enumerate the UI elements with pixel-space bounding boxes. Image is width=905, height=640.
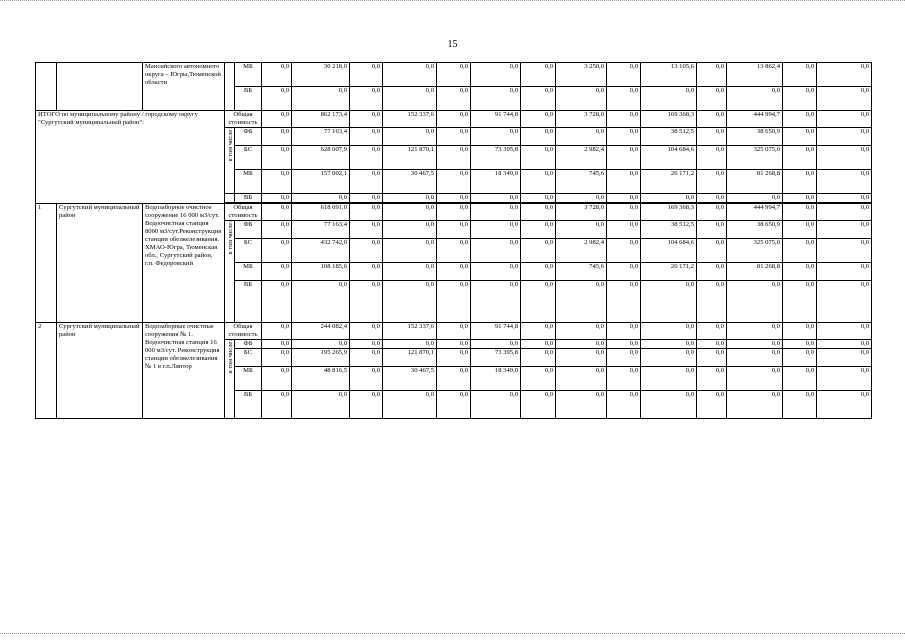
value-cell: 0,0: [817, 221, 872, 239]
value-cell: 152 337,6: [383, 111, 437, 128]
value-cell: 0,0: [521, 349, 556, 367]
value-cell: 0,0: [437, 194, 471, 203]
value-cell: 91 744,8: [471, 323, 521, 340]
value-cell: 0,0: [697, 146, 727, 170]
source-cell: МБ: [235, 263, 262, 281]
value-cell: 0,0: [350, 340, 383, 349]
value-cell: 0,0: [783, 146, 817, 170]
value-cell: 0,0: [607, 204, 641, 221]
value-cell: 0,0: [350, 128, 383, 146]
source-cell: МБ: [235, 367, 262, 391]
value-cell: 0,0: [383, 63, 437, 87]
value-cell: 157 002,1: [292, 170, 350, 194]
value-cell: 0,0: [727, 367, 783, 391]
value-cell: 0,0: [783, 221, 817, 239]
value-cell: 104 684,6: [641, 146, 697, 170]
value-cell: 0,0: [641, 281, 697, 323]
value-cell: 0,0: [697, 221, 727, 239]
value-cell: 81 268,8: [727, 263, 783, 281]
value-cell: 0,0: [783, 128, 817, 146]
value-cell: 0,0: [350, 281, 383, 323]
value-cell: 0,0: [383, 263, 437, 281]
value-cell: 26 171,2: [641, 263, 697, 281]
value-cell: 0,0: [556, 128, 607, 146]
value-cell: 745,6: [556, 263, 607, 281]
value-cell: 152 337,6: [383, 323, 437, 340]
value-cell: 0,0: [521, 111, 556, 128]
value-cell: 0,0: [783, 204, 817, 221]
source-cell: МБ: [235, 63, 262, 87]
value-cell: 0,0: [817, 391, 872, 419]
value-cell: 0,0: [521, 194, 556, 203]
source-cell: МБ: [235, 170, 262, 194]
value-cell: 0,0: [727, 194, 783, 203]
value-cell: 0,0: [641, 367, 697, 391]
value-cell: 0,0: [521, 221, 556, 239]
value-cell: 0,0: [607, 239, 641, 263]
source-cell: ВБ: [235, 281, 262, 323]
value-cell: 0,0: [697, 111, 727, 128]
value-cell: 0,0: [641, 194, 697, 203]
value-cell: 169 368,3: [641, 204, 697, 221]
district-cell: [57, 63, 143, 111]
value-cell: 0,0: [641, 349, 697, 367]
value-cell: 48 816,5: [292, 367, 350, 391]
value-cell: 0,0: [521, 170, 556, 194]
value-cell: 0,0: [383, 128, 437, 146]
value-cell: 0,0: [383, 281, 437, 323]
value-cell: 0,0: [437, 239, 471, 263]
value-cell: 0,0: [783, 239, 817, 263]
value-cell: 0,0: [437, 87, 471, 111]
value-cell: 0,0: [607, 323, 641, 340]
value-cell: 444 994,7: [727, 204, 783, 221]
value-cell: 0,0: [350, 63, 383, 87]
value-cell: 0,0: [817, 63, 872, 87]
value-cell: 0,0: [697, 391, 727, 419]
value-cell: 0,0: [350, 146, 383, 170]
object-description: Мансийского автономного округа – Югры,Тюменской области: [143, 63, 225, 111]
value-cell: 0,0: [471, 194, 521, 203]
value-cell: 325 075,0: [727, 239, 783, 263]
value-cell: 745,6: [556, 170, 607, 194]
num-cell: [36, 63, 57, 111]
budget-table: [35, 62, 905, 419]
value-cell: 13 105,6: [641, 63, 697, 87]
value-cell: 0,0: [437, 63, 471, 87]
value-cell: 0,0: [607, 111, 641, 128]
value-cell: 121 870,1: [383, 146, 437, 170]
value-cell: 0,0: [383, 391, 437, 419]
source-cell: ВБ: [235, 194, 262, 203]
value-cell: 81 268,8: [727, 170, 783, 194]
value-cell: 0,0: [607, 63, 641, 87]
value-cell: 0,0: [262, 323, 292, 340]
value-cell: 0,0: [607, 170, 641, 194]
value-cell: 0,0: [521, 63, 556, 87]
value-cell: 0,0: [350, 221, 383, 239]
value-cell: 0,0: [471, 63, 521, 87]
value-cell: 0,0: [471, 221, 521, 239]
value-cell: 0,0: [521, 323, 556, 340]
value-cell: 0,0: [437, 204, 471, 221]
value-cell: 0,0: [521, 263, 556, 281]
value-cell: 0,0: [556, 87, 607, 111]
value-cell: 0,0: [641, 340, 697, 349]
value-cell: 0,0: [262, 63, 292, 87]
value-cell: 0,0: [262, 221, 292, 239]
value-cell: 0,0: [262, 367, 292, 391]
value-cell: 0,0: [350, 239, 383, 263]
value-cell: 444 994,7: [727, 111, 783, 128]
value-cell: 0,0: [607, 340, 641, 349]
value-cell: 0,0: [783, 63, 817, 87]
value-cell: 0,0: [350, 170, 383, 194]
value-cell: 0,0: [783, 367, 817, 391]
value-cell: 0,0: [383, 239, 437, 263]
value-cell: 104 684,6: [641, 239, 697, 263]
value-cell: 0,0: [521, 367, 556, 391]
value-cell: 3 728,0: [556, 111, 607, 128]
value-cell: 0,0: [556, 340, 607, 349]
table-row: [36, 204, 905, 221]
value-cell: 0,0: [727, 340, 783, 349]
value-cell: 0,0: [607, 146, 641, 170]
value-cell: 0,0: [521, 391, 556, 419]
value-cell: 0,0: [783, 349, 817, 367]
district-name: Сургутский муниципальный район: [57, 323, 143, 419]
value-cell: 0,0: [437, 391, 471, 419]
value-cell: 0,0: [817, 194, 872, 203]
value-cell: 0,0: [727, 281, 783, 323]
source-cell: ФБ: [235, 221, 262, 239]
value-cell: 18 349,0: [471, 170, 521, 194]
value-cell: 0,0: [697, 170, 727, 194]
value-cell: 0,0: [556, 221, 607, 239]
value-cell: 0,0: [641, 323, 697, 340]
value-cell: 38 512,5: [641, 128, 697, 146]
value-cell: 0,0: [437, 170, 471, 194]
value-cell: 0,0: [383, 221, 437, 239]
value-cell: 0,0: [437, 146, 471, 170]
value-cell: 30 467,5: [383, 170, 437, 194]
value-cell: 0,0: [350, 323, 383, 340]
value-cell: 618 091,0: [292, 204, 350, 221]
value-cell: 3 250,0: [556, 63, 607, 87]
value-cell: 38 512,5: [641, 221, 697, 239]
source-cell: ФБ: [235, 340, 262, 349]
value-cell: 0,0: [437, 367, 471, 391]
value-cell: 628 007,9: [292, 146, 350, 170]
value-cell: 0,0: [437, 349, 471, 367]
value-cell: 13 862,4: [727, 63, 783, 87]
value-cell: 0,0: [783, 194, 817, 203]
total-label: Общая стоимость: [225, 204, 262, 221]
value-cell: 0,0: [383, 204, 437, 221]
value-cell: 0,0: [556, 391, 607, 419]
value-cell: 0,0: [292, 391, 350, 419]
table-row: [36, 323, 905, 340]
value-cell: 0,0: [817, 323, 872, 340]
value-cell: 325 075,0: [727, 146, 783, 170]
source-cell: БС: [235, 239, 262, 263]
value-cell: 38 650,9: [727, 128, 783, 146]
value-cell: 2 982,4: [556, 239, 607, 263]
value-cell: 0,0: [783, 281, 817, 323]
value-cell: 0,0: [697, 281, 727, 323]
value-cell: 0,0: [727, 391, 783, 419]
value-cell: 0,0: [607, 221, 641, 239]
value-cell: 0,0: [521, 146, 556, 170]
value-cell: 0,0: [350, 204, 383, 221]
value-cell: 0,0: [607, 281, 641, 323]
source-cell: ФБ: [235, 128, 262, 146]
incl-label: в том числе:: [225, 340, 235, 419]
value-cell: 0,0: [697, 87, 727, 111]
value-cell: 0,0: [350, 349, 383, 367]
table-row: [36, 63, 905, 87]
value-cell: 121 870,1: [383, 349, 437, 367]
itogo-label: ИТОГО по муниципальному району / городскому округу "Сургутский муниципальный район":: [36, 111, 225, 204]
value-cell: 0,0: [471, 87, 521, 111]
row-number: 2: [36, 323, 57, 419]
value-cell: 0,0: [262, 391, 292, 419]
value-cell: 0,0: [817, 111, 872, 128]
value-cell: 0,0: [817, 87, 872, 111]
value-cell: 0,0: [350, 263, 383, 281]
source-cell: ВБ: [235, 391, 262, 419]
value-cell: 0,0: [292, 281, 350, 323]
value-cell: 0,0: [262, 239, 292, 263]
value-cell: 0,0: [383, 340, 437, 349]
value-cell: 0,0: [783, 170, 817, 194]
value-cell: 0,0: [697, 204, 727, 221]
value-cell: 0,0: [471, 263, 521, 281]
value-cell: 432 742,0: [292, 239, 350, 263]
value-cell: 0,0: [521, 281, 556, 323]
value-cell: 0,0: [697, 128, 727, 146]
total-label: Общая стоимость: [225, 111, 262, 128]
value-cell: 0,0: [471, 204, 521, 221]
value-cell: 0,0: [607, 128, 641, 146]
value-cell: 0,0: [437, 340, 471, 349]
value-cell: 0,0: [697, 367, 727, 391]
value-cell: 0,0: [783, 87, 817, 111]
value-cell: 0,0: [783, 340, 817, 349]
value-cell: 0,0: [556, 281, 607, 323]
incl-label: в том числе:: [225, 128, 235, 194]
value-cell: 0,0: [607, 87, 641, 111]
object-description: Водозаборные очистные сооружения № 1. Водоочистная станция 16 000 м3/сут. Реконструкция станции обезжелезивания № 1 в г.п.Лянтор: [143, 323, 225, 419]
value-cell: 0,0: [471, 391, 521, 419]
value-cell: 0,0: [437, 263, 471, 281]
value-cell: 0,0: [783, 263, 817, 281]
value-cell: 26 171,2: [641, 170, 697, 194]
value-cell: 0,0: [817, 281, 872, 323]
value-cell: 0,0: [556, 349, 607, 367]
value-cell: 0,0: [817, 204, 872, 221]
incl-label: в том числе:: [225, 221, 235, 323]
value-cell: 0,0: [817, 349, 872, 367]
value-cell: 0,0: [697, 263, 727, 281]
value-cell: 0,0: [471, 340, 521, 349]
total-label: Общая стоимость: [225, 323, 262, 340]
object-description: Водозаборное очистное сооружение 16 000 м3/сут. Водоочистная станция 8000 м3/сут.Реконструкция станции обезжелезивания. ХМАО-Югра, Тюменская обл., Сургутский район, г.п. Федоровский: [143, 204, 225, 323]
value-cell: 0,0: [262, 204, 292, 221]
value-cell: 73 395,8: [471, 146, 521, 170]
value-cell: 0,0: [437, 221, 471, 239]
value-cell: 91 744,8: [471, 111, 521, 128]
value-cell: 0,0: [556, 323, 607, 340]
value-cell: 0,0: [727, 87, 783, 111]
value-cell: 0,0: [607, 263, 641, 281]
value-cell: 0,0: [350, 391, 383, 419]
value-cell: 0,0: [437, 323, 471, 340]
value-cell: 0,0: [437, 128, 471, 146]
value-cell: 0,0: [521, 87, 556, 111]
value-cell: 0,0: [383, 87, 437, 111]
value-cell: 0,0: [471, 281, 521, 323]
source-cell: БС: [235, 146, 262, 170]
value-cell: 0,0: [383, 194, 437, 203]
value-cell: 0,0: [262, 263, 292, 281]
value-cell: 0,0: [262, 340, 292, 349]
value-cell: 0,0: [817, 239, 872, 263]
value-cell: 0,0: [817, 128, 872, 146]
value-cell: 0,0: [262, 281, 292, 323]
value-cell: 0,0: [697, 239, 727, 263]
value-cell: 0,0: [697, 194, 727, 203]
incl-cell: [225, 194, 235, 203]
value-cell: 0,0: [727, 349, 783, 367]
value-cell: 0,0: [262, 128, 292, 146]
scan-edge-top: [0, 0, 905, 3]
value-cell: 0,0: [697, 63, 727, 87]
value-cell: 0,0: [437, 281, 471, 323]
value-cell: 0,0: [607, 194, 641, 203]
value-cell: 0,0: [521, 128, 556, 146]
value-cell: 195 265,9: [292, 349, 350, 367]
value-cell: 30 467,5: [383, 367, 437, 391]
value-cell: 77 163,4: [292, 128, 350, 146]
value-cell: 0,0: [262, 146, 292, 170]
value-cell: 0,0: [817, 170, 872, 194]
value-cell: 0,0: [292, 194, 350, 203]
value-cell: 108 185,6: [292, 263, 350, 281]
value-cell: 0,0: [471, 239, 521, 263]
value-cell: 0,0: [350, 111, 383, 128]
value-cell: 0,0: [817, 340, 872, 349]
value-cell: 0,0: [783, 391, 817, 419]
value-cell: 0,0: [607, 367, 641, 391]
value-cell: 0,0: [641, 391, 697, 419]
value-cell: 0,0: [697, 340, 727, 349]
value-cell: 0,0: [697, 349, 727, 367]
value-cell: 0,0: [437, 111, 471, 128]
value-cell: 2 982,4: [556, 146, 607, 170]
value-cell: 0,0: [521, 239, 556, 263]
district-name: Сургутский муниципальный район: [57, 204, 143, 323]
page-number: 15: [447, 39, 458, 50]
value-cell: 0,0: [471, 128, 521, 146]
value-cell: 0,0: [292, 340, 350, 349]
value-cell: 0,0: [262, 170, 292, 194]
value-cell: 244 082,4: [292, 323, 350, 340]
value-cell: 30 218,0: [292, 63, 350, 87]
value-cell: 0,0: [817, 146, 872, 170]
value-cell: 0,0: [783, 111, 817, 128]
incl-cell: [225, 63, 235, 111]
value-cell: 77 163,4: [292, 221, 350, 239]
value-cell: 0,0: [350, 367, 383, 391]
value-cell: 73 395,8: [471, 349, 521, 367]
value-cell: 169 368,3: [641, 111, 697, 128]
source-cell: БС: [235, 349, 262, 367]
value-cell: 0,0: [817, 263, 872, 281]
source-cell: ВБ: [235, 87, 262, 111]
value-cell: 0,0: [262, 349, 292, 367]
table-row: [36, 111, 905, 128]
value-cell: 0,0: [521, 340, 556, 349]
value-cell: 0,0: [783, 323, 817, 340]
row-number: 1: [36, 204, 57, 323]
value-cell: 3 728,0: [556, 204, 607, 221]
value-cell: 0,0: [607, 349, 641, 367]
value-cell: 0,0: [262, 194, 292, 203]
value-cell: 0,0: [697, 323, 727, 340]
value-cell: 0,0: [292, 87, 350, 111]
value-cell: 0,0: [350, 194, 383, 203]
value-cell: 0,0: [521, 204, 556, 221]
value-cell: 0,0: [817, 367, 872, 391]
value-cell: 862 173,4: [292, 111, 350, 128]
value-cell: 18 349,0: [471, 367, 521, 391]
value-cell: 0,0: [727, 323, 783, 340]
value-cell: 0,0: [262, 111, 292, 128]
value-cell: 0,0: [607, 391, 641, 419]
value-cell: 0,0: [641, 87, 697, 111]
value-cell: 0,0: [556, 367, 607, 391]
value-cell: 0,0: [556, 194, 607, 203]
value-cell: 0,0: [262, 87, 292, 111]
value-cell: 0,0: [350, 87, 383, 111]
value-cell: 38 650,9: [727, 221, 783, 239]
scan-edge-bottom: [0, 633, 905, 636]
